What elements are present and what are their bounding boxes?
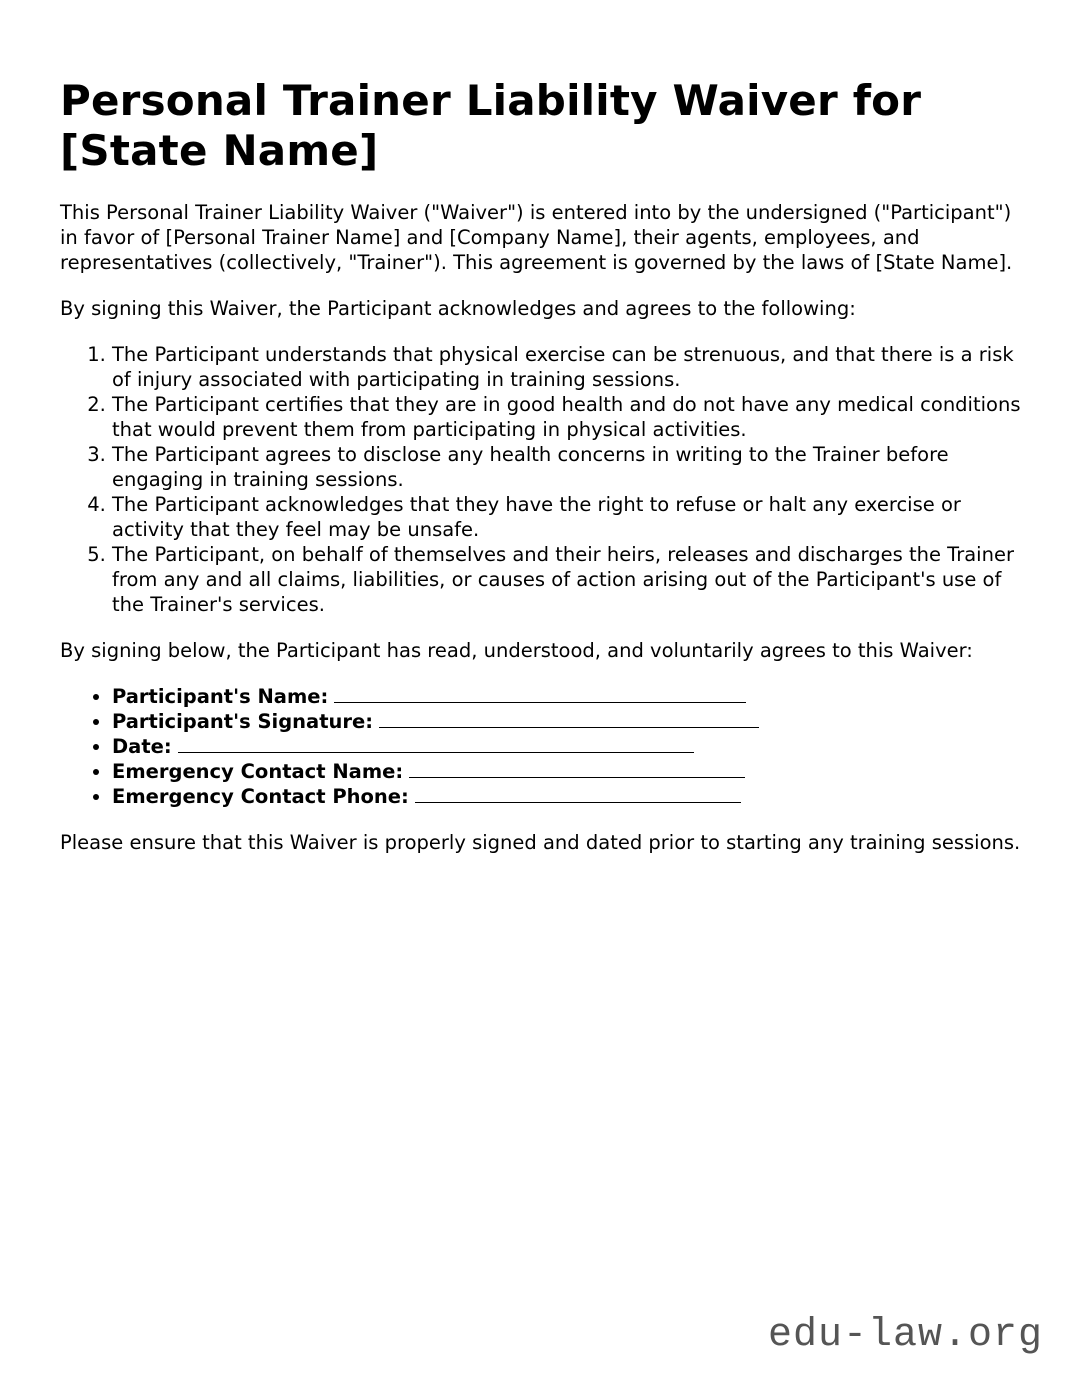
signature-field-participant-signature [112,709,1025,734]
waiver-document [60,76,1025,876]
signature-field-emergency-contact-name [112,759,1025,784]
term-item: 1. The Participant understands that physical exercise can be strenuous, and that there is a risk of injury associated with participating in training sessions. [112,342,1025,392]
signing-lead: By signing below, the Participant has read, understood, and voluntarily agrees to this Waiver: [60,639,973,662]
document-title: Personal Trainer Liability Waiver for [State Name] [60,76,922,175]
closing-paragraph: Please ensure that this Waiver is properly signed and dated prior to starting any training sessions. [60,831,1021,854]
acknowledgment-lead: By signing this Waiver, the Participant acknowledges and agrees to the following: [60,297,856,320]
signature-field-date [112,734,1025,759]
intro-paragraph: This Personal Trainer Liability Waiver ("Waiver") is entered into by the undersigned ("Participant") in favor of [Personal Trainer Name] and [Company Name], their agents, employees, and representatives (collectively, "Trainer"). This agreement is governed by the laws of [State Name]. [60,201,1013,274]
participant-name-blank[interactable] [334,684,746,703]
field-label: Date: [112,735,172,758]
signature-field-participant-name [112,684,1025,709]
term-item: 2. The Participant certifies that they are in good health and do not have any medical conditions that would prevent them from participating in physical activities. [112,392,1025,442]
signature-field-emergency-contact-phone [112,784,1025,809]
emergency-contact-name-blank[interactable] [409,759,745,778]
field-label: Participant's Signature: [112,710,374,733]
term-item: 5. The Participant, on behalf of themselves and their heirs, releases and discharges the Trainer from any and all claims, liabilities, or causes of action arising out of the Participant's use of the Trainer's services. [112,542,1025,617]
emergency-contact-phone-blank[interactable] [415,784,741,803]
signature-fields-list [60,684,1025,809]
field-label: Emergency Contact Phone: [112,785,409,808]
term-item: 3. The Participant agrees to disclose any health concerns in writing to the Trainer before engaging in training sessions. [112,442,1025,492]
field-label: Emergency Contact Name: [112,760,404,783]
date-blank[interactable] [178,734,694,753]
term-item: 4. The Participant acknowledges that they have the right to refuse or halt any exercise or activity that they feel may be unsafe. [112,492,1025,542]
participant-signature-blank[interactable] [379,709,759,728]
watermark: edu-law.org [767,1313,1043,1358]
field-label: Participant's Name: [112,685,329,708]
terms-list [60,342,1025,617]
